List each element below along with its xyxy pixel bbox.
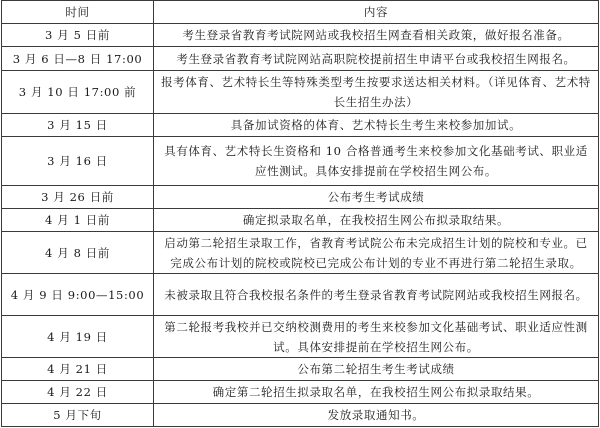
table-row	[2, 209, 599, 232]
row-time: 3 月 16 日	[2, 137, 154, 186]
table-row	[2, 71, 599, 114]
admission-schedule-table	[1, 0, 599, 427]
row-time: 3 月 26 日前	[2, 186, 154, 209]
row-time: 3 月 10 日 17:00 前	[2, 71, 154, 114]
row-time: 4 月 22 日	[2, 381, 154, 404]
row-content: 启动第二轮招生录取工作，省教育考试院公布未完成招生计划的院校和专业。已完成公布计划的院校或院校已完成公布计划的专业不再进行第二轮招生录取。	[154, 232, 599, 274]
row-content: 考生登录省教育考试院网站高职院校提前招生申请平台或我校招生网报名。	[154, 47, 599, 71]
table-row	[2, 274, 599, 316]
row-time: 4 月 9 日 9:00—15:00	[2, 274, 154, 316]
table-row	[2, 137, 599, 186]
row-content: 报考体育、艺术特长生等特殊类型考生按要求送达相关材料。（详见体育、艺术特长生招生办法）	[154, 71, 599, 114]
row-time: 3 月 6 日—8 日 17:00	[2, 47, 154, 71]
table-row	[2, 358, 599, 381]
row-time: 5 月下旬	[2, 404, 154, 427]
table-row	[2, 114, 599, 137]
row-time: 4 月 8 日前	[2, 232, 154, 274]
row-time: 3 月 5 日前	[2, 24, 154, 47]
header-content: 内容	[154, 1, 599, 24]
row-content: 确定第二轮招生拟录取名单，在我校招生网公布拟录取结果。	[154, 381, 599, 404]
table-row	[2, 47, 599, 71]
row-content: 考生登录省教育考试院网站或我校招生网查看相关政策，做好报名准备。	[154, 24, 599, 47]
table-row	[2, 381, 599, 404]
row-time: 4 月 19 日	[2, 316, 154, 358]
row-content: 确定拟录取名单，在我校招生网公布拟录取结果。	[154, 209, 599, 232]
table-row	[2, 186, 599, 209]
row-time: 3 月 15 日	[2, 114, 154, 137]
table-row	[2, 24, 599, 47]
table-row	[2, 404, 599, 427]
row-content: 发放录取通知书。	[154, 404, 599, 427]
row-time: 4 月 1 日前	[2, 209, 154, 232]
table-row	[2, 316, 599, 358]
row-content: 第二轮报考我校并已交纳校测费用的考生来校参加文化基础考试、职业适应性测试。具体安排提前在学校招生网公布。	[154, 316, 599, 358]
row-content: 公布第二轮招生考生考试成绩	[154, 358, 599, 381]
table-header-row	[2, 1, 599, 24]
row-time: 4 月 21 日	[2, 358, 154, 381]
header-time: 时间	[2, 1, 154, 24]
row-content: 具备加试资格的体育、艺术特长生考生来校参加加试。	[154, 114, 599, 137]
table-row	[2, 232, 599, 274]
row-content: 未被录取且符合我校报名条件的考生登录省教育考试院网站或我校招生网报名。	[154, 274, 599, 316]
row-content: 具有体育、艺术特长生资格和 10 合格普通考生来校参加文化基础考试、职业适应性测试。具体安排提前在学校招生网公布。	[154, 137, 599, 186]
row-content: 公布考生考试成绩	[154, 186, 599, 209]
